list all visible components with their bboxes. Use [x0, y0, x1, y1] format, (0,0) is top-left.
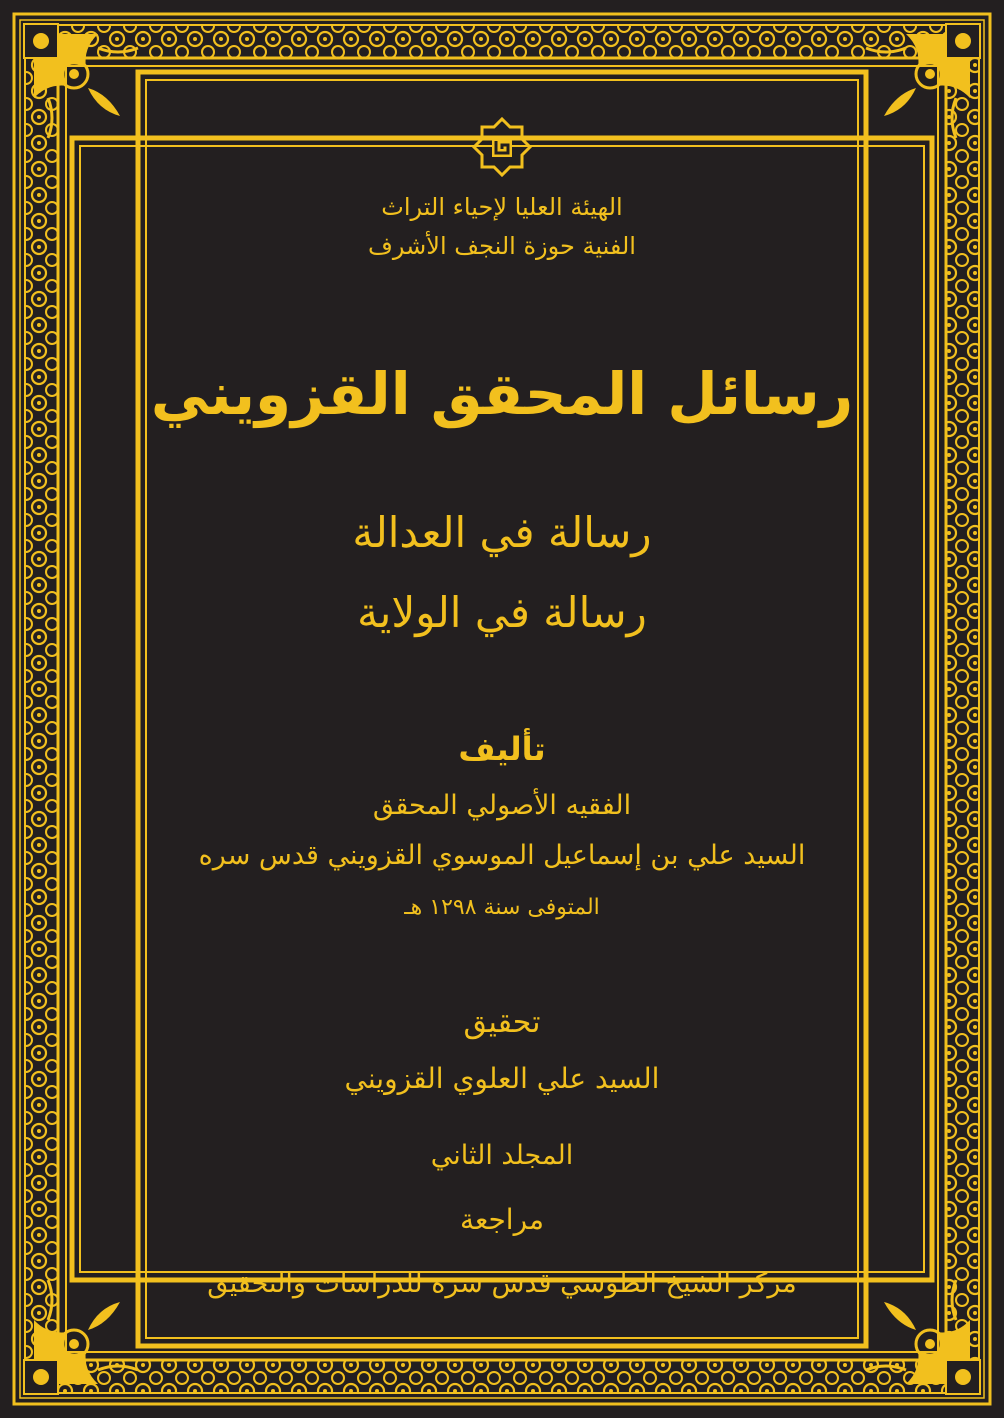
organization-line-1: الهيئة العليا لإحياء التراث	[381, 193, 623, 221]
author-name: السيد علي بن إسماعيل الموسوي القزويني قدس سره	[198, 840, 806, 871]
treatise-title-2: رسالة في الولاية	[357, 588, 647, 637]
author-description: الفقيه الأصولي المحقق	[372, 790, 632, 821]
calligraphic-emblem-icon	[472, 117, 532, 177]
series-title: رسائل المحقق القزويني	[150, 360, 854, 428]
reviewer-name: مركز الشيخ الطوسي قدس سره للدراسات والتحقيق	[207, 1268, 797, 1299]
author-label: تأليف	[458, 730, 546, 768]
author-death-date: المتوفى سنة ١٢٩٨ هـ	[404, 895, 600, 920]
treatise-title-1: رسالة في العدالة	[352, 508, 652, 557]
organization-line-2: الفنية حوزة النجف الأشرف	[368, 232, 636, 260]
review-label: مراجعة	[459, 1203, 545, 1236]
volume-label: المجلد الثاني	[430, 1140, 574, 1171]
editor-label: تحقيق	[463, 1005, 541, 1040]
editor-name: السيد علي العلوي القزويني	[344, 1062, 660, 1095]
